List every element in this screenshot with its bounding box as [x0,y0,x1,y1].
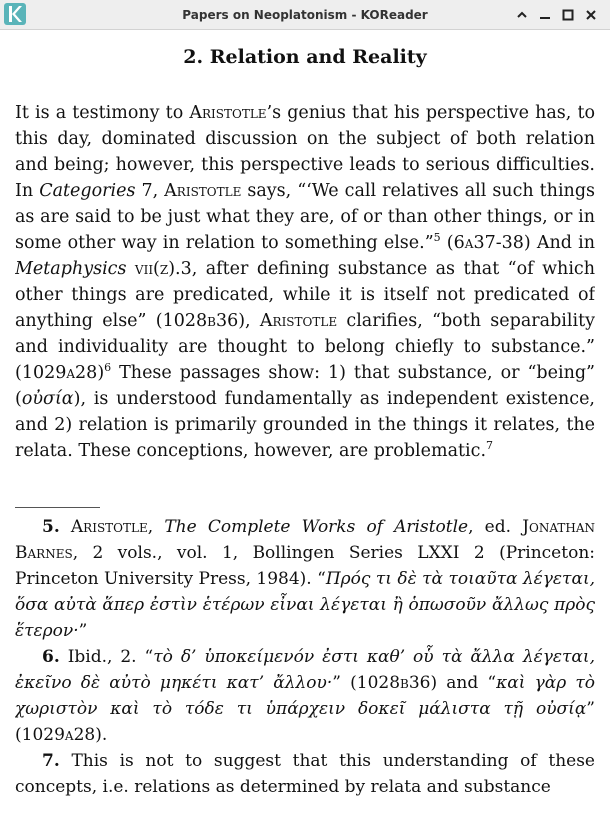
footnote-ref[interactable]: 5 [433,231,441,245]
citation: 1028b36 [162,311,239,331]
chevron-up-icon[interactable] [510,5,533,25]
greek-quote: Πρός τι δὲ τὰ τοιαῦτα λέγεται, ὅσα αὐτὰ ἅπερ ἐστὶν ἑτέρων εἶναι λέγεται ἢ ὁπωσοῦν ἄλλως πρὸς ἕτερον· [15,569,595,641]
footnote-number: 5. [42,517,60,537]
citation: 1029a28 [21,725,96,745]
reader-page[interactable] [15,30,595,830]
work-title: The Complete Works of Aristotle [164,517,469,537]
footnote-ref[interactable]: 7 [486,439,494,453]
footnote-ref[interactable]: 6 [104,361,112,375]
footnote-number: 6. [42,647,60,667]
work-title: Metaphysics [15,259,127,279]
body-paragraph: It is a testimony to Aristotle’s genius that his perspective has, to this day, dominated discussion on the subject of both relation and being; however, this perspective leads to serious difficulties. In Categories 7, Aristotle says, “‘We call relatives all such things as are said to be just what they are, of or than other things, or in some other way in relation to something else.”$^5$ (6a37-38) And in Metaphysics vii(z).3, after defining substance as that “of which other things are predicated, while it is itself not predicated of anything else” (1028b36), Aristotle clarifies, “both separability and individuality are thought to belong chiefly to substance.” $(1029a28)^6$ These passages show: 1) that substance, or “being” (οὐσία), is understood fundamentally as independent existence, and 2) relation is primarily grounded in the things it relates, the relata. These conceptions, however, are problematic.$^7$ [15,103,595,461]
maximize-icon[interactable] [556,5,579,25]
author-name: Aristotle [70,517,148,537]
author-name: Aristotle [259,311,338,331]
minimize-icon[interactable] [533,5,556,25]
editor-name: Jonathan Barnes [15,517,595,563]
citation: vii(z) [134,259,176,279]
author-name: Aristotle [164,181,242,201]
window-title: Papers on Neoplatonism - KOReader [182,8,428,22]
greek-quote: καὶ γὰρ τὸ χωριστὸν καὶ τὸ τόδε τι ὑπάρχειν δοκεῖ μάλιστα τῇ οὐσίᾳ [15,673,595,719]
footnotes [15,514,595,800]
citation: 1029a28 [21,363,98,383]
footnote-5: 5. Aristotle, The Complete Works of Aristotle, ed. Jonathan Barnes, 2 vols., vol. 1, Bollingen Series LXXI 2 (Princeton: Princeton University Press, 1984). “Πρός τι δὲ τὰ τοιαῦτα λέγεται, ὅσα αὐτὰ ἅπερ ἐστὶν ἑτέρων εἶναι λέγεται ἢ ὁπωσοῦν ἄλλως πρὸς ἕτερον·” [15,517,595,641]
citation: 6a37-38 [453,233,524,253]
citation: 1028b36 [356,673,431,693]
chapter-title: 2. Relation and Reality [183,46,427,68]
footnote-7: 7. This is not to suggest that this understanding of these concepts, i.e. relations as determined by relata and substance [15,751,595,797]
greek-term: οὐσία [21,389,74,409]
footnote-number: 7. [42,751,60,771]
author-name: Aristotle [189,103,267,123]
work-title: Categories [39,181,136,201]
greek-quote: τὸ δ’ ὑποκείμενόν ἐστι καθ’ οὗ τὰ ἄλλα λέγεται, ἐκεῖνο δὲ αὐτὸ μηκέτι κατ’ ἄλλου· [15,647,595,693]
window-titlebar [0,0,610,30]
close-icon[interactable] [579,5,602,25]
window-controls [510,0,602,30]
footnote-divider [15,507,100,508]
footnote-6: 6. Ibid., 2. “τὸ δ’ ὑποκείμενόν ἐστι καθ’ οὗ τὰ ἄλλα λέγεται, ἐκεῖνο δὲ αὐτὸ μηκέτι κατ’ ἄλλου·” (1028b36) and “καὶ γὰρ τὸ χωριστὸν καὶ τὸ τόδε τι ὑπάρχειν δοκεῖ μάλιστα τῇ οὐσίᾳ” (1029a28). [15,647,595,745]
